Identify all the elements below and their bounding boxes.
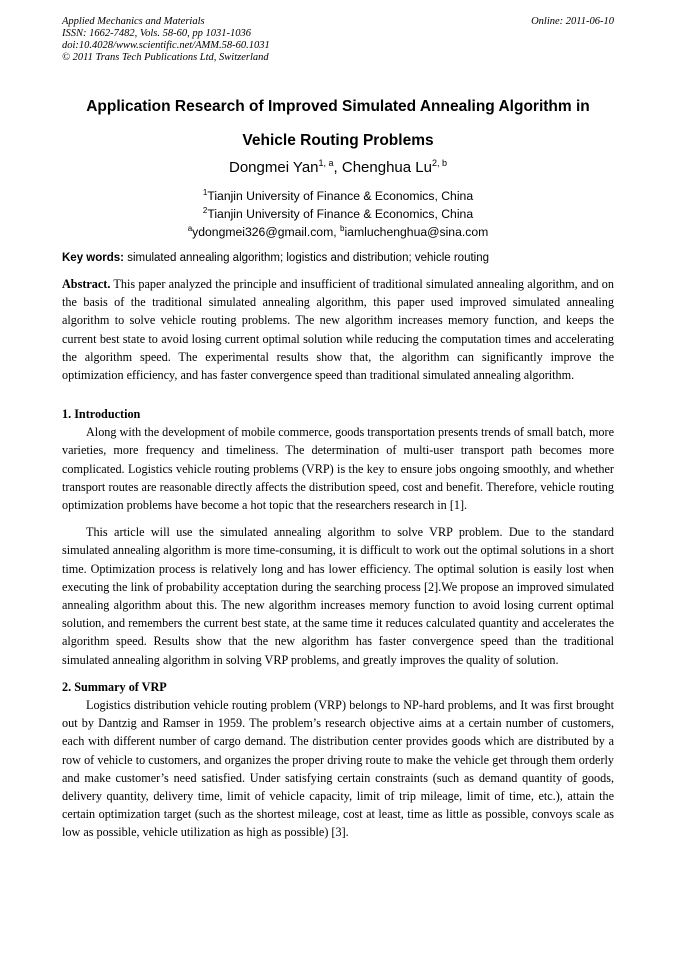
vrp-summary-paragraph-1: Logistics distribution vehicle routing problem (VRP) belongs to NP-hard problems, and It was first brought out by Dantzig and Ramser in 1959. The problem’s research objective aims at a certain number of customers, each with different number of cargo demand. The distribution center provides goods which are distributed by a row of vehicle to customers, and organizes the proper driving route to make the vehicle get through them orderly and make customer’s need satisfied. Under satisfying certain constraints (such as demand quantity of goods, delivery quantity, delivery time, limit of vehicle capacity, limit of trip mileage, limit of time, etc.), attain the certain optimization target (such as the shortest mileage, cost at least, time as little as possible, convoys scale as low as possible, vehicle utilization as high as possible) [3]. — [62, 698, 614, 840]
affiliation-2-text: Tianjin University of Finance & Economics, China — [207, 207, 474, 221]
author-list — [62, 158, 614, 178]
keywords-text: simulated annealing algorithm; logistics and distribution; vehicle routing — [124, 252, 490, 264]
affiliation-1 — [62, 189, 614, 203]
introduction-section — [62, 405, 614, 842]
keywords — [62, 251, 614, 265]
title-line-1: Application Research of Improved Simulated Annealing Algorithm in — [86, 98, 590, 115]
journal-header — [62, 16, 270, 64]
introduction-heading: 1. Introduction — [62, 407, 141, 421]
journal-issn: ISSN: 1662-7482, Vols. 58-60, pp 1031-1036 — [62, 28, 251, 39]
email-b: iamluchenghua@sina.com — [344, 225, 489, 239]
abstract-label: Abstract. — [62, 277, 111, 291]
author-separator: , — [333, 159, 342, 176]
abstract-text: This paper analyzed the principle and insufficient of traditional simulated annealing algorithm, and on the basis of the traditional simulated annealing algorithm, this paper used improved simulated annealing algorithm to solve vehicle routing problems. The new algorithm increases memory function, and keeps the current best state to avoid losing current optimal solution while reducing the computation times and accelerating the algorithm speed. The experimental results show that, the algorithm can significantly improve the optimization efficiency, and has faster convergence speed than traditional simulated annealing algorithm. — [62, 277, 614, 383]
affiliation-2-sup: 2 — [202, 206, 208, 215]
email-a-sup: a — [187, 224, 193, 233]
introduction-paragraph-1: Along with the development of mobile commerce, goods transportation presents trends of small batch, more varieties, more frequency and timeliness. The determination of multi-user transport path becomes more complicated. Logistics vehicle routing problems (VRP) is the key to ensure jobs ongoing smoothly, and whether transport routes are reasonable directly affects the distribution speed, cost and benefit. Therefore, vehicle routing optimization problems have become a hot topic that the researchers research in [1]. — [62, 425, 614, 513]
author-emails — [62, 225, 614, 239]
email-b-sup: b — [340, 224, 345, 233]
author-2-sup: 2, b — [431, 158, 447, 168]
author-1: Dongmei Yan — [229, 159, 319, 176]
email-a: ydongmei326@gmail.com, — [192, 225, 341, 239]
title-line-2: Vehicle Routing Problems — [242, 132, 434, 149]
affiliation-1-sup: 1 — [202, 188, 208, 197]
author-2: Chenghua Lu — [341, 159, 432, 176]
journal-copyright: © 2011 Trans Tech Publications Ltd, Switzerland — [62, 52, 269, 63]
affiliation-2 — [62, 207, 614, 221]
keywords-label: Key words: — [62, 252, 124, 264]
affiliation-1-text: Tianjin University of Finance & Economics, China — [207, 189, 474, 203]
online-date: Online: 2011-06-10 — [531, 16, 614, 27]
paper-title — [62, 90, 614, 158]
author-1-sup: 1, a — [318, 158, 334, 168]
introduction-paragraph-2: This article will use the simulated annealing algorithm to solve VRP problem. Due to the standard simulated annealing algorithm is more time-consuming, it is difficult to work out the optimal solutions in a short time. Optimization process is relatively long and has lower efficiency. The optimal solution is easily lost when executing the link of probability acceptation during the searching process [2].We propose an improved simulated annealing algorithm about this. The new algorithm increases memory function to avoid losing current optimal solution, and remembers the current best state, at the same time it reduces calculated quantity and accelerates the algorithm speed. Results show that the new algorithm has faster convergence speed than the traditional simulated annealing algorithm in solving VRP problems, and greatly improves the quality of solution. — [62, 525, 614, 667]
abstract-section — [62, 275, 614, 384]
abstract-paragraph — [62, 275, 614, 384]
journal-doi: doi:10.4028/www.scientific.net/AMM.58-60.1031 — [62, 40, 270, 51]
vrp-summary-heading: 2. Summary of VRP — [62, 679, 167, 694]
journal-name: Applied Mechanics and Materials — [62, 16, 205, 27]
